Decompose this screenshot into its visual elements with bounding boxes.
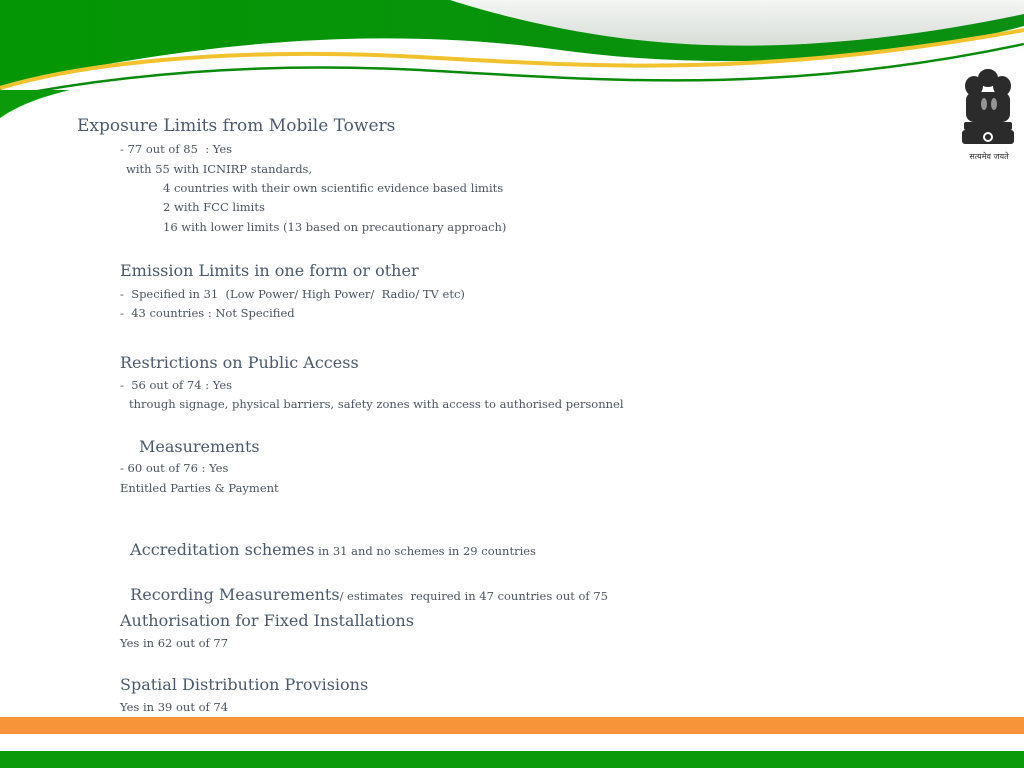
measurements-line-1: - 60 out of 76 : Yes: [120, 461, 229, 475]
accreditation-detail: in 31 and no schemes in 29 countries: [314, 544, 536, 558]
accreditation-row: [120, 521, 536, 559]
measurements-line-2: Entitled Parties & Payment: [120, 481, 279, 495]
exposure-line-3: 4 countries with their own scientific evidence based limits: [163, 181, 504, 195]
spatial-line-1: Yes in 39 out of 74: [120, 700, 229, 714]
heading-public-access: Restrictions on Public Access: [120, 353, 359, 372]
restrictions-line-1: - 56 out of 74 : Yes: [120, 378, 233, 392]
exposure-line-2: with 55 with ICNIRP standards,: [126, 162, 313, 176]
exposure-line-5: 16 with lower limits (13 based on precautionary approach): [163, 220, 507, 234]
footer-saffron-stripe: [0, 717, 1024, 734]
heading-emission-limits: Emission Limits in one form or other: [120, 261, 419, 280]
emission-line-2: - 43 countries : Not Specified: [120, 306, 295, 320]
restrictions-line-2: through signage, physical barriers, safety zones with access to authorised personnel: [129, 397, 624, 411]
ashoka-emblem-icon: [956, 64, 1020, 164]
heading-measurements: Measurements: [139, 437, 260, 456]
exposure-line-4: 2 with FCC limits: [163, 200, 265, 214]
emblem-motto: सत्यमेव जयते: [969, 152, 1009, 161]
heading-accreditation: Accreditation schemes: [130, 540, 315, 559]
authorisation-line-1: Yes in 62 out of 77: [120, 636, 229, 650]
recording-detail: / estimates required in 47 countries out of 75: [339, 589, 608, 603]
exposure-line-1: - 77 out of 85 : Yes: [120, 142, 233, 156]
recording-row: [120, 566, 608, 604]
heading-exposure-limits: Exposure Limits from Mobile Towers: [77, 116, 396, 136]
heading-authorisation: Authorisation for Fixed Installations: [120, 611, 414, 630]
footer-white-stripe: [0, 734, 1024, 751]
header-wave-decoration: [0, 0, 1024, 130]
heading-recording-measurements: Recording Measurements: [130, 585, 340, 604]
emission-line-1: - Specified in 31 (Low Power/ High Power/ Radio/ TV etc): [120, 287, 465, 301]
footer-green-stripe: [0, 751, 1024, 768]
heading-spatial-distribution: Spatial Distribution Provisions: [120, 675, 369, 694]
